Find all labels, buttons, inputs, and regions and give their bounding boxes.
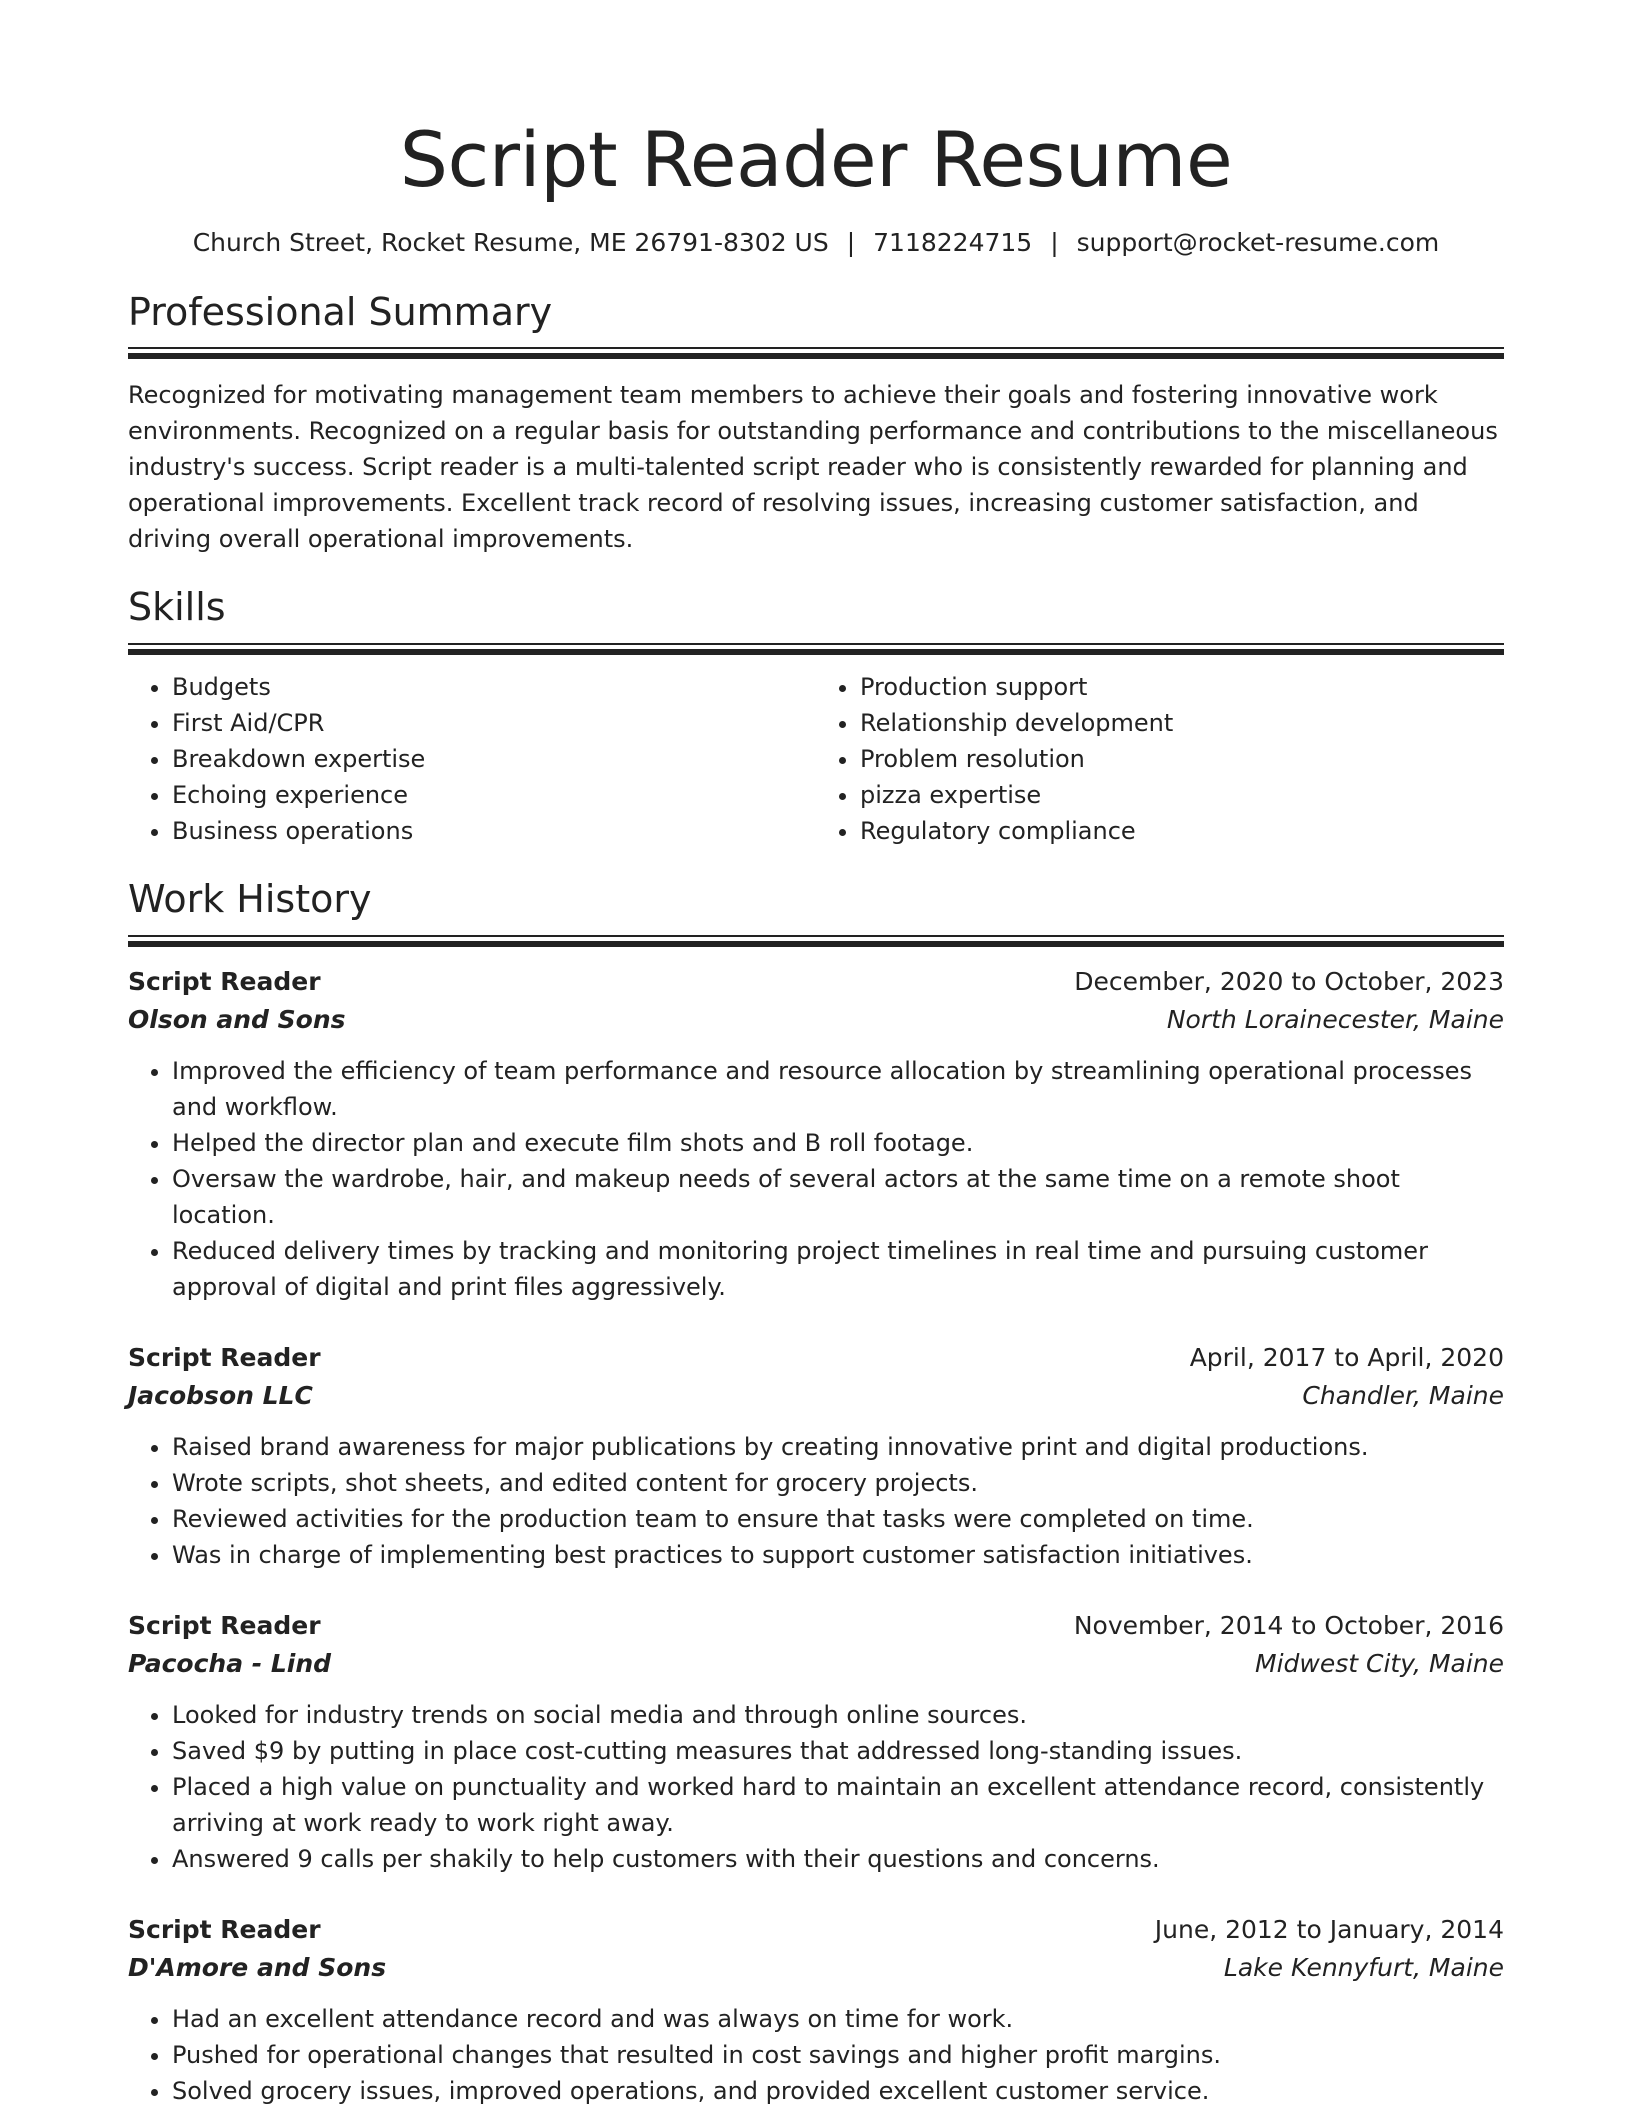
summary-text: Recognized for motivating management team members to achieve their goals and fostering innovative work environments. Recognized on a regular basis for outstanding performance and contributions to the miscellaneous industry's success. Script reader is a multi-talented script reader who is consistently rewarded for planning and operational improvements. Excellent track record of resolving issues, increasing customer satisfaction, and driving overall operational improvements. <box>128 381 1498 554</box>
job-bullet: • Looked for industry trends on social media and through online sources. <box>172 1697 1504 1733</box>
job-header-row <box>128 1607 1504 1645</box>
skill-item: • Echoing experience <box>172 777 816 813</box>
section-divider <box>128 347 1504 359</box>
job-title: Script Reader <box>128 1342 321 1372</box>
resume-title: Script Reader Resume <box>399 115 1233 204</box>
contact-separator: | <box>846 227 856 257</box>
job-company: Olson and Sons <box>128 1004 346 1034</box>
job-bullet: • Saved $9 by putting in place cost-cutting measures that addressed long-standing issues. <box>172 1733 1504 1769</box>
job-bullets <box>128 1429 1504 1573</box>
skill-item: • Regulatory compliance <box>860 813 1504 849</box>
skill-item: • Production support <box>860 669 1504 705</box>
job-location: Lake Kennyfurt, Maine <box>1223 1952 1504 1982</box>
work-history-heading: Work History <box>128 876 372 921</box>
job-entry <box>128 1339 1504 1573</box>
job-bullet: • Wrote scripts, shot sheets, and edited content for grocery projects. <box>172 1465 1504 1501</box>
job-dates: April, 2017 to April, 2020 <box>1189 1342 1504 1372</box>
skills-section <box>128 585 1504 849</box>
job-bullet: • Improved the efficiency of team performance and resource allocation by streamlining operational processes and workflow. <box>172 1053 1504 1125</box>
job-location: Midwest City, Maine <box>1255 1648 1504 1678</box>
job-company-row <box>128 1377 1504 1415</box>
skills-list <box>128 669 1504 849</box>
job-bullet: • Answered 9 calls per shakily to help customers with their questions and concerns. <box>172 1841 1504 1877</box>
contact-separator: | <box>1050 227 1059 257</box>
job-location: Chandler, Maine <box>1302 1380 1504 1410</box>
job-entry <box>128 1607 1504 1877</box>
summary-section <box>128 290 1504 558</box>
job-bullet: • Helped the director plan and execute film shots and B roll footage. <box>172 1125 1504 1161</box>
job-title: Script Reader <box>128 1914 321 1944</box>
job-company: Jacobson LLC <box>128 1380 313 1410</box>
skill-item: • Breakdown expertise <box>172 741 816 777</box>
skills-column-left <box>128 669 816 849</box>
job-dates: December, 2020 to October, 2023 <box>1074 966 1504 996</box>
job-header-row <box>128 1911 1504 1949</box>
job-company-row <box>128 1949 1504 1987</box>
section-divider <box>128 935 1504 947</box>
skill-item: • Problem resolution <box>860 741 1504 777</box>
job-dates: November, 2014 to October, 2016 <box>1073 1610 1504 1640</box>
skill-item: • pizza expertise <box>860 777 1504 813</box>
job-bullet: • Raised brand awareness for major publications by creating innovative print and digital productions. <box>172 1429 1504 1465</box>
job-bullet: • Pushed for operational changes that resulted in cost savings and higher profit margins. <box>172 2037 1504 2073</box>
job-bullet: • Oversaw the wardrobe, hair, and makeup needs of several actors at the same time on a remote shoot location. <box>172 1161 1504 1233</box>
skill-item: • Budgets <box>172 669 816 705</box>
job-bullet: • Solved grocery issues, improved operations, and provided excellent customer service. <box>172 2073 1504 2109</box>
job-bullets <box>128 1053 1504 1305</box>
resume-content <box>128 115 1504 2109</box>
job-header-row <box>128 963 1504 1001</box>
job-bullet: • Was in charge of implementing best practices to support customer satisfaction initiatives. <box>172 1537 1504 1573</box>
job-bullets <box>128 1697 1504 1877</box>
job-entry <box>128 963 1504 1305</box>
skill-item: • First Aid/CPR <box>172 705 816 741</box>
job-title: Script Reader <box>128 1610 321 1640</box>
job-bullet: • Reduced delivery times by tracking and monitoring project timelines in real time and pursuing customer approval of digital and print files aggressively. <box>172 1233 1504 1305</box>
job-bullet: • Had an excellent attendance record and was always on time for work. <box>172 2001 1504 2037</box>
job-entry <box>128 1911 1504 2109</box>
job-bullets <box>128 2001 1504 2109</box>
skills-column-right <box>816 669 1504 849</box>
summary-heading: Professional Summary <box>128 289 553 334</box>
section-divider <box>128 643 1504 655</box>
job-company-row <box>128 1001 1504 1039</box>
job-company-row <box>128 1645 1504 1683</box>
contact-address: Church Street, Rocket Resume, ME 26791-8302 US <box>192 227 829 257</box>
job-dates: June, 2012 to January, 2014 <box>1154 1914 1504 1944</box>
contact-phone: 7118224715 <box>873 227 1033 257</box>
work-history-section <box>128 877 1504 2109</box>
job-bullet: • Placed a high value on punctuality and worked hard to maintain an excellent attendance record, consistently arriving at work ready to work right away. <box>172 1769 1504 1841</box>
skill-item: • Business operations <box>172 813 816 849</box>
job-location: North Lorainecester, Maine <box>1166 1004 1504 1034</box>
job-bullet: • Reviewed activities for the production team to ensure that tasks were completed on time. <box>172 1501 1504 1537</box>
job-title: Script Reader <box>128 966 321 996</box>
job-company: D'Amore and Sons <box>128 1952 387 1982</box>
skills-heading: Skills <box>128 585 226 630</box>
job-company: Pacocha - Lind <box>128 1648 332 1678</box>
contact-email: support@rocket-resume.com <box>1076 227 1440 257</box>
job-header-row <box>128 1339 1504 1377</box>
contact-line <box>128 228 1504 258</box>
skill-item: • Relationship development <box>860 705 1504 741</box>
